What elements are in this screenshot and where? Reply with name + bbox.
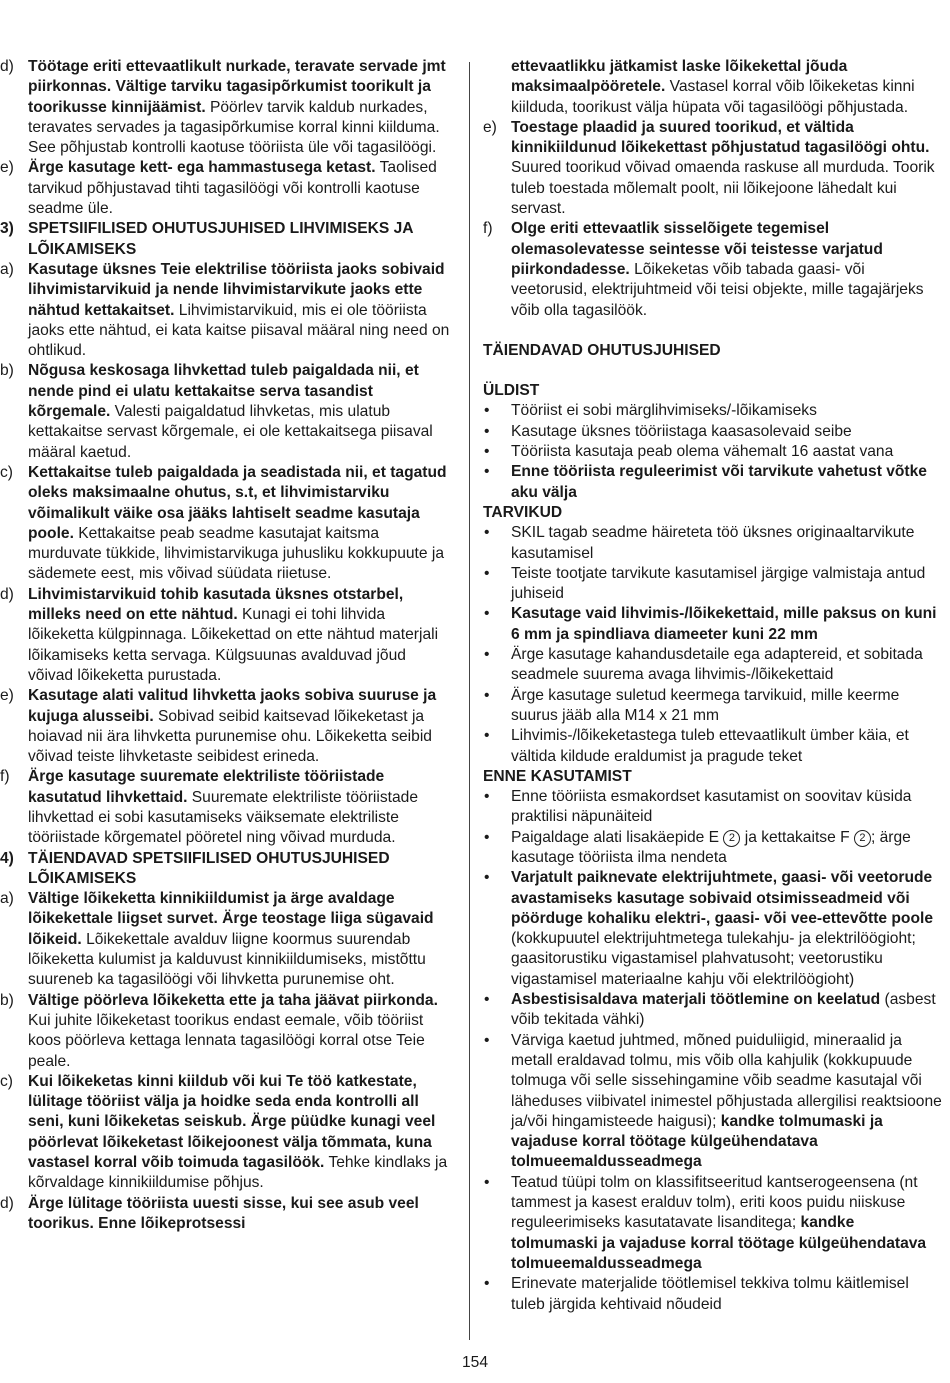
bullet-icon: •	[484, 1173, 490, 1191]
list-item	[0, 686, 455, 767]
bullet-item	[483, 442, 945, 462]
item-label: e)	[0, 159, 14, 177]
heading-accessories: TARVIKUD	[483, 503, 563, 521]
item-bold-text: Olge eriti ettevaatlik sisselõigete tegemisel olemasolevatesse seintesse või teistesse varjatud piirkondadesse.	[511, 220, 883, 278]
item-bold-text: Kui lõikeketas kinni kiildub või kui Te töö katkestate, lülitage tööriist välja ja hoidke seda enda kontrolli all seni, kuni lõikeketas seiskub. Ärge püüdke kunagi veel pöörlevat lõikeketast lõikejoonest välja tõmmata, kuna vastasel korral võib toimuda tagasilöök.	[28, 1072, 436, 1172]
item-bold-text: Vältige pöörleva lõikeketta ette ja taha jäävat piirkonda.	[28, 991, 438, 1009]
bullet-bold-text: Varjatult paiknevate elektrijuhtmete, gaasi- või veetorude avastamiseks kasutage sobivaid otsimisseadmeid või pöörduge kohaliku elektri-, gaasi- või vee-ettevõtte poole	[511, 869, 933, 927]
item-bold-text: Kasutage alati valitud lihvketta jaoks sobiva suuruse ja kujuga alusseibi.	[28, 687, 437, 725]
item-text: Tehke kindlaks ja kõrvaldage kinnikiildumise põhjus.	[28, 1154, 448, 1192]
page-number: 154	[461, 1354, 489, 1371]
item-bold-text: Ärge kasutage kett- ega hammastusega ketast.	[28, 159, 376, 177]
item-text: Kettakaitse peab seadme kasutajat kaitsma murduvate tükkide, lihvimistarvikuga juhusliku kokkupuute ja sädemete eest, mis võivad süüdata riietuse.	[28, 524, 445, 583]
bullet-text: (kokkupuutel elektrijuhtmetega tulekahju- ja elektrilöögioht; gaasitorustiku vigastamisel plahvatusoht; veetorustiku vigastamisel materiaalne kahju või elektrilöögioht)	[511, 930, 916, 988]
bullet-icon: •	[484, 646, 490, 664]
item-label: e)	[483, 118, 497, 136]
bullet-text: ; ärge kasutage tööriista ilma nendeta	[511, 828, 911, 866]
item-bold-text: Vältige lõikeketta kinnikiildumist ja ärge avaldage lõikekettale liigset survet. Ärge teostage liiga sügavaid lõikeid.	[28, 890, 434, 948]
bullet-item	[483, 726, 945, 767]
heading-general: ÜLDIST	[483, 382, 540, 400]
bullet-text: Paigaldage alati lisakäepide E	[511, 828, 724, 846]
section-title: SPETSIIFILISED OHUTUSJUHISED LIHVIMISEKS JA LÕIKAMISEKS	[28, 220, 413, 258]
item-text: Kui juhite lõikeketast toorikus endast eemale, võib tööriist koos pöörleva kettaga lennata tagasilöögi korral otse Teie peale.	[28, 1011, 425, 1070]
item-label: d)	[0, 585, 14, 603]
bullet-bold-text: Enne tööriista reguleerimist või tarvikute vahetust võtke aku välja	[511, 463, 927, 501]
bullet-icon: •	[484, 564, 490, 582]
bullet-item	[483, 564, 945, 605]
bullet-icon: •	[484, 828, 490, 846]
item-bold-text: ettevaatlikku jätkamist laske lõikekettal jõuda maksimaalpööretele.	[511, 58, 848, 96]
item-text: Lõikeketas võib tabada gaasi- või veetorusid, elektrijuhtmeid või teisi objekte, mille tagajärjeks võib olla tagasilöök.	[511, 260, 924, 319]
bullet-text: Teatud tüüpi tolm on klassifitseeritud kantserogeensena (nt tammest ja kasest eralduv tolm), eriti koos puidu niiskuse reguleerimiseks kasutatavate lisanditega;	[511, 1173, 918, 1232]
bullet-text: Lihvimis-/lõikeketastega tuleb ettevaatlikult ümber käia, et vältida kildude eraldumist ja pragude teket	[511, 727, 909, 765]
bullet-bold-text: Kasutage vaid lihvimis-/lõikekettaid, mille paksus on kuni 6 mm ja spindliava diameeter kuni 22 mm	[511, 605, 937, 643]
bullet-bold-text: kandke tolmumaski ja vajaduse korral töötage külgeühendatava tolmueemaldusseadmega	[511, 1112, 883, 1171]
bullet-icon: •	[484, 605, 490, 623]
bullet-icon: •	[484, 422, 490, 440]
list-item	[483, 118, 945, 219]
item-text: Lihvimistarvikuid, mis ei ole tööriista jaoks ette nähtud, ei kata kaitse piisaval määral ning need on ohtlikud.	[28, 301, 450, 360]
section-number: 3)	[0, 220, 14, 238]
bullet-text: Värviga kaetud juhtmed, mõned puiduliigid, mineraalid ja metall eraldavad tolmu, mis võib olla kahjulik (kokkupuude tolmuga või selle sissehingamine võib seadme kasutajal või läheduses viibivatel inimestel põhjustada allergilisi reaktsioone ja/või hingamisteede haigusi);	[511, 1031, 942, 1130]
bullet-item	[483, 1031, 945, 1173]
list-item	[0, 991, 455, 1072]
heading-additional-safety: TÄIENDAVAD OHUTUSJUHISED	[483, 341, 721, 359]
bullet-item	[483, 868, 945, 990]
item-label: c)	[0, 463, 13, 481]
bullet-text: SKIL tagab seadme häireteta töö üksnes originaaltarvikute kasutamisel	[511, 524, 915, 562]
bullet-bold-text: Asbestisisaldava materjali töötlemine on keelatud	[511, 991, 881, 1009]
section-heading-3	[0, 219, 455, 260]
bullet-text: Tööriista kasutaja peab olema vähemalt 16 aastat vana	[511, 443, 894, 461]
list-item-continued	[483, 57, 945, 118]
bullet-text: Teiste tootjate tarvikute kasutamisel järgige valmistaja antud juhiseid	[511, 564, 926, 603]
bullet-item	[483, 1274, 945, 1315]
item-text: Vastasel korral võib lõikeketas kinni kiilduda, toorikust välja hüpata või tagasilöögi põhjustada.	[511, 78, 915, 116]
column-divider	[469, 62, 470, 1340]
item-label: a)	[0, 890, 14, 908]
list-item	[0, 889, 455, 990]
bullet-item	[483, 462, 945, 503]
list-item	[0, 463, 455, 585]
item-label: f)	[0, 768, 10, 786]
item-bold-text: Nõgusa keskosaga lihvkettad tuleb paigaldada nii, et nende pind ei ulatu kettakaitse serva tasandist kõrgemale.	[28, 362, 419, 421]
item-bold-text: Ärge lülitage tööriista uuesti sisse, kui see asub veel toorikus. Enne lõikeprotsessi	[28, 1194, 419, 1232]
left-column	[0, 57, 455, 1234]
item-text: Suuremate elektriliste tööriistade lihvkettad ei sobi kasutamiseks väiksemate elektriliste tööriistade kõrgematel pööretel ning võivad murduda.	[28, 788, 419, 847]
item-label: a)	[0, 260, 14, 278]
item-label: f)	[483, 220, 493, 238]
item-label: c)	[0, 1072, 13, 1090]
bullet-item	[483, 828, 945, 869]
figure-ref-icon: 2	[723, 830, 740, 847]
bullet-icon: •	[484, 869, 490, 887]
item-bold-text: Töötage eriti ettevaatlikult nurkade, teravate servade jmt piirkonnas. Vältige tarviku tagasipõrkumist toorikult ja toorikusse kinnijäämist.	[28, 58, 446, 116]
list-item	[0, 1194, 455, 1235]
bullet-text: Ärge kasutage suletud keermega tarvikuid, mille keerme suurus jääb alla M14 x 21 mm	[511, 686, 900, 724]
item-label: b)	[0, 991, 14, 1009]
bullet-text: Enne tööriista esmakordset kasutamist on soovitav küsida praktilisi näpunäiteid	[511, 788, 912, 826]
item-text: Kunagi ei tohi lihvida lõikeketta külgpinnaga. Lõikekettad on ette nähtud materjali lõikamiseks ketta servaga. Külgsuunas avalduvad jõud võivad lõikeketta purustada.	[28, 606, 439, 684]
section-title: TÄIENDAVAD SPETSIIFILISED OHUTUSJUHISED LÕIKAMISEKS	[28, 849, 390, 887]
item-text: Sobivad seibid kaitsevad lõikeketast ja hoiavad nii ära lihvketta purunemise ohu. Lõikeketta seibid võivad teiste lihvketaste seibidest erineda.	[28, 707, 432, 766]
bullet-item	[483, 1173, 945, 1274]
bullet-icon: •	[484, 1275, 490, 1293]
item-text: Pöörlev tarvik kaldub nurkades, teravates servades ja tagasipõrkumise korral kinni kiilduma. See põhjustab kontrolli kaotuse tööriista üle või tagasilöögi.	[28, 98, 440, 157]
bullet-icon: •	[484, 727, 490, 745]
bullet-icon: •	[484, 443, 490, 461]
item-text: Valesti paigaldatud lihvketas, mis ulatub kettakaitse servast kõrgemale, ei ole kettakaitsega piisaval määral kaetud.	[28, 403, 433, 461]
bullet-item	[483, 401, 945, 421]
item-text: Lõikekettale avalduv liigne koormus suurendab lõikeketta kulumist ja kalduvust kinnikiildumiseks, mistõttu suureneb ka tagasilöögi või lihvketta purunemise oht.	[28, 930, 426, 989]
list-item	[0, 767, 455, 848]
bullet-icon: •	[484, 463, 490, 481]
section-number: 4)	[0, 849, 14, 867]
heading-before-use: ENNE KASUTAMIST	[483, 767, 632, 785]
bullet-text: ja kettakaitse F	[740, 828, 854, 846]
figure-ref-icon: 2	[854, 830, 871, 847]
list-item	[0, 361, 455, 462]
list-item	[0, 260, 455, 361]
bullet-icon: •	[484, 1031, 490, 1049]
bullet-icon: •	[484, 402, 490, 420]
bullet-text: Tööriist ei sobi märglihvimiseks/-lõikamiseks	[511, 402, 817, 420]
item-text: Taolised tarvikud põhjustavad tihti tagasilöögi või kontrolli kaotuse seadme üle.	[28, 159, 437, 218]
list-item	[0, 585, 455, 686]
item-bold-text: Kasutage üksnes Teie elektrilise tööriista jaoks sobivaid lihvimistarvikuid ja nende lihvimistarvikute jaoks ette nähtud kettakaitset.	[28, 260, 445, 319]
bullet-item	[483, 523, 945, 564]
item-text: Suured toorikud võivad omaenda raskuse all murduda. Toorik tuleb toestada mõlemalt poolt, nii lõikejoone lähedalt kui servast.	[511, 159, 935, 218]
bullet-item	[483, 990, 945, 1031]
item-label: d)	[0, 58, 14, 75]
bullet-icon: •	[484, 524, 490, 542]
bullet-icon: •	[484, 991, 490, 1009]
bullet-text: (asbest võib tekitada vähki)	[511, 991, 936, 1029]
item-label: b)	[0, 362, 14, 380]
list-item	[483, 219, 945, 320]
item-label: d)	[0, 1194, 14, 1212]
item-bold-text: Toestage plaadid ja suured toorikud, et vältida kinnikiildunud lõikekettast põhjustatud tagasilöögi ohtu.	[511, 118, 930, 157]
bullet-bold-text: kandke tolmumaski ja vajaduse korral töötage külgeühendatava tolmueemaldusseadmega	[511, 1214, 927, 1272]
bullet-item	[483, 645, 945, 686]
item-bold-text: Ärge kasutage suuremate elektriliste tööriistade kasutatud lihvkettaid.	[28, 768, 385, 806]
list-item	[0, 158, 455, 219]
bullet-text: Erinevate materjalide töötlemisel tekkiva tolmu käitlemisel tuleb järgida kehtivaid nõudeid	[511, 1275, 909, 1313]
right-column	[483, 57, 945, 1315]
item-label: e)	[0, 687, 14, 705]
list-item	[0, 57, 455, 158]
list-item	[0, 1072, 455, 1194]
bullet-item	[483, 787, 945, 828]
bullet-text: Ärge kasutage kahandusdetaile ega adaptereid, et sobitada seadmele suurema avaga lihvimis-/lõikekettaid	[511, 646, 923, 684]
item-bold-text: Lihvimistarvikuid tohib kasutada üksnes otstarbel, milleks need on ette nähtud.	[28, 585, 404, 624]
bullet-item	[483, 686, 945, 727]
bullet-text: Kasutage üksnes tööriistaga kaasasolevaid seibe	[511, 422, 852, 440]
item-bold-text: Kettakaitse tuleb paigaldada ja seadistada nii, et tagatud oleks maksimaalne ohutus, s.t, et lihvimistarviku võimalikult väike osa jääks lahtiselt seadme kasutaja poole.	[28, 463, 447, 542]
bullet-item	[483, 604, 945, 645]
bullet-item	[483, 422, 945, 442]
bullet-icon: •	[484, 788, 490, 806]
section-heading-4	[0, 849, 455, 890]
bullet-icon: •	[484, 686, 490, 704]
